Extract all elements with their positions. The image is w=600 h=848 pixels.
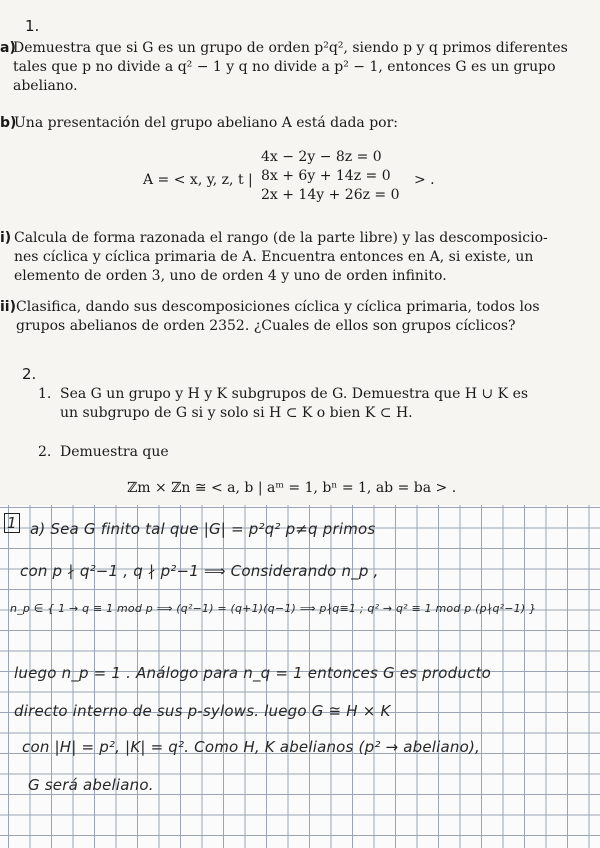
relation-3: 2x + 14y + 26z = 0: [261, 187, 400, 203]
part-a-line-2: tales que p no divide a q² − 1 y q no divide a p² − 1, entonces G es un grupo: [13, 59, 556, 75]
part-b-marker: b): [0, 115, 17, 131]
part-a-marker: a): [0, 40, 16, 56]
part-b-i-line-3: elemento de orden 3, uno de orden 4 y uno de orden infinito.: [14, 268, 447, 284]
problem-1-number: 1.: [25, 17, 40, 35]
part-a-line-1: Demuestra que si G es un grupo de orden p²q², siendo p y q primos diferentes: [13, 40, 568, 56]
item-1-line-1: Sea G un grupo y H y K subgrupos de G. Demuestra que H ∪ K es: [60, 386, 529, 402]
part-b-ii-marker: ii): [0, 299, 16, 315]
part-b-i-line-2: nes cíclica y cíclica primaria de A. Encuentra entonces en A, si existe, un: [14, 249, 534, 265]
part-b-intro: Una presentación del grupo abeliano A está dada por:: [14, 115, 399, 131]
presentation-rhs: > .: [414, 172, 435, 188]
presentation-lhs: A = < x, y, z, t |: [143, 172, 253, 188]
part-b-ii-line-2: grupos abelianos de orden 2352. ¿Cuales de ellos son grupos cíclicos?: [16, 318, 516, 334]
relation-1: 4x − 2y − 8z = 0: [261, 149, 382, 165]
relations-system: [259, 148, 402, 205]
hw-line-6: con |H| = p², |K| = q². Como H, K abelianos (p² → abeliano),: [22, 738, 481, 756]
hw-line-2: con p ∤ q²−1 , q ∤ p²−1 ⟹ Considerando n_p ,: [20, 562, 379, 580]
hw-line-1: a) Sea G finito tal que |G| = p²q² p≠q primos: [30, 520, 376, 538]
relation-2: 8x + 6y + 14z = 0: [261, 168, 391, 184]
hw-line-3: n_p ∈ { 1 → q ≡ 1 mod p ⟹ (q²−1) = (q+1)(q−1) ⟹ p∤q≡1 ; q² → q² ≡ 1 mod p (p∤q²−1) }: [10, 602, 537, 615]
hw-line-5: directo interno de sus p-sylows. luego G ≅ H × K: [14, 702, 391, 720]
boxed-number: 1: [4, 513, 20, 533]
hw-line-4: luego n_p = 1 . Análogo para n_q = 1 entonces G es producto: [14, 664, 491, 682]
item-2-number: 2.: [38, 444, 52, 460]
part-b-ii-line-1: Clasifica, dando sus descomposiciones cíclica y cíclica primaria, todos los: [16, 299, 540, 315]
item-2-text: Demuestra que: [60, 444, 169, 460]
part-b-i-line-1: Calcula de forma razonada el rango (de la parte libre) y las descomposicio-: [14, 230, 548, 246]
hw-line-7: G será abeliano.: [28, 776, 154, 794]
part-b-i-marker: i): [0, 230, 12, 246]
item-2-formula: ℤm × ℤn ≅ < a, b | aᵐ = 1, bⁿ = 1, ab = ba > .: [127, 480, 457, 496]
item-1-number: 1.: [38, 386, 52, 402]
answer-number-box: [4, 514, 20, 532]
part-a-line-3: abeliano.: [13, 78, 78, 94]
problem-2-number: 2.: [22, 365, 37, 383]
item-1-line-2: un subgrupo de G si y solo si H ⊂ K o bien K ⊂ H.: [60, 405, 413, 421]
